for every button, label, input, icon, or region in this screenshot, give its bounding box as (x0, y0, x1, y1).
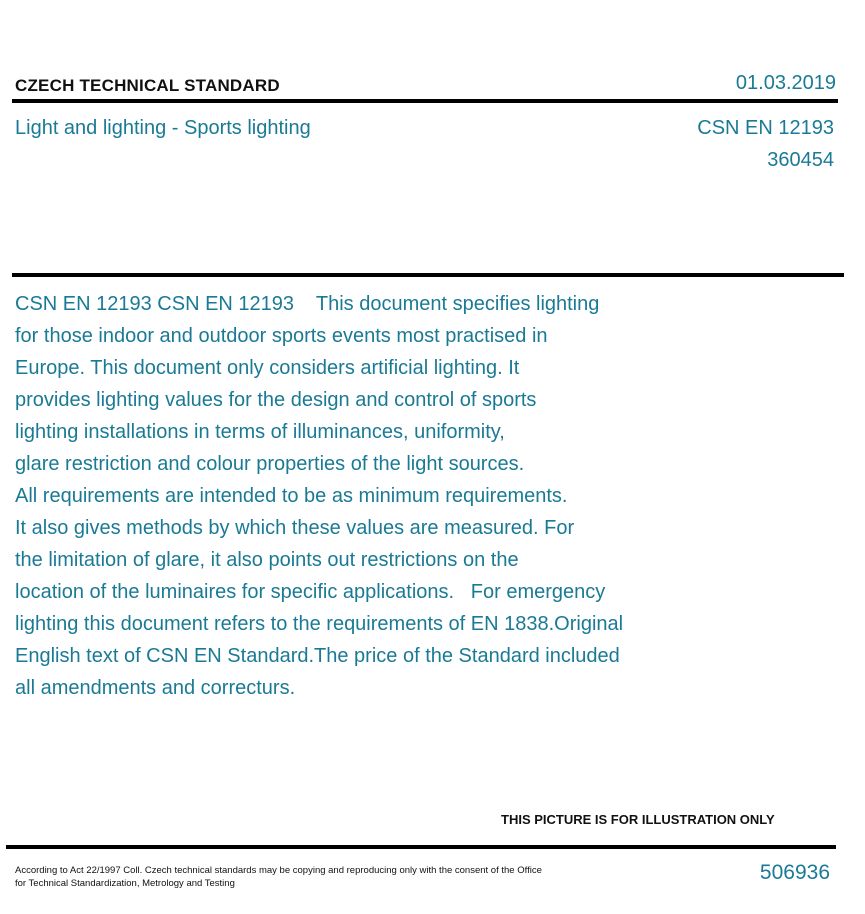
copyright-notice (15, 864, 595, 890)
abstract-line: glare restriction and colour properties of the light sources. (15, 453, 525, 475)
top-divider (12, 99, 838, 103)
abstract-line: All requirements are intended to be as minimum requirements. (15, 485, 568, 507)
illustration-disclaimer: THIS PICTURE IS FOR ILLUSTRATION ONLY (501, 812, 775, 827)
classification-code: 360454 (767, 149, 834, 171)
abstract-line: for those indoor and outdoor sports events most practised in (15, 325, 548, 347)
abstract-line: CSN EN 12193 CSN EN 12193 This document specifies lighting (15, 293, 600, 315)
middle-divider (12, 273, 844, 277)
abstract-line: It also gives methods by which these values are measured. For (15, 517, 575, 539)
document-code: 506936 (759, 861, 830, 884)
bottom-divider (6, 845, 836, 849)
abstract-line: provides lighting values for the design and control of sports (15, 389, 537, 411)
abstract-line: English text of CSN EN Standard.The price of the Standard included (15, 645, 620, 667)
publication-date: 01.03.2019 (735, 72, 836, 94)
standard-title: Light and lighting - Sports lighting (15, 117, 311, 139)
standard-abstract (15, 288, 680, 704)
document-type-heading: CZECH TECHNICAL STANDARD (15, 76, 280, 95)
abstract-line: lighting this document refers to the requirements of EN 1838.Original (15, 613, 624, 635)
copyright-line: According to Act 22/1997 Coll. Czech technical standards may be copying and reproducing only with the consent of the Office (15, 865, 542, 876)
abstract-line: lighting installations in terms of illuminances, uniformity, (15, 421, 505, 443)
copyright-line: for Technical Standardization, Metrology and Testing (15, 878, 235, 889)
abstract-line: Europe. This document only considers artificial lighting. It (15, 357, 520, 379)
abstract-line: all amendments and correcturs. (15, 677, 296, 699)
abstract-line: the limitation of glare, it also points out restrictions on the (15, 549, 519, 571)
abstract-line: location of the luminaires for specific applications. For emergency (15, 581, 606, 603)
standard-number: CSN EN 12193 (697, 117, 834, 139)
